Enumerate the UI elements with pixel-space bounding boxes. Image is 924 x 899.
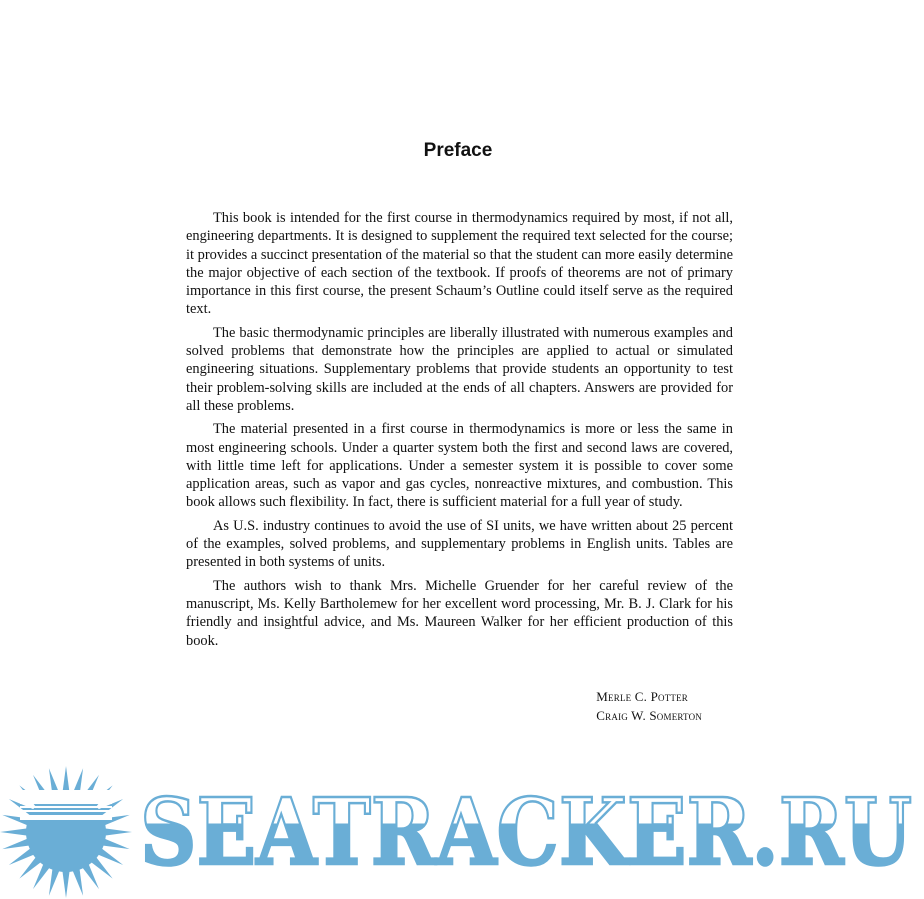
paragraph-2: The basic thermodynamic principles are liberally illustrated with numerous examples and solved problems that demonstrate how the principles are applied to actual or simulated engineering situations. Supplementary problems that provide students an opportunity to test their problem-solving skills are included at the ends of all chapters. Answers are provided for all these problems. (186, 324, 733, 414)
watermark-text: SEATRACKER.RU (140, 778, 912, 886)
watermark (0, 760, 924, 899)
paragraph-1: This book is intended for the first course in thermodynamics required by most, if not all, engineering departments. It is designed to supplement the required text selected for the course; it provides a succinct presentation of the material so that the student can more easily determine the major objective of each section of the textbook. If proofs of theorems are not of primary importance in this first course, the present Schaum’s Outline could itself serve as the required text. (186, 210, 733, 318)
paragraph-4: As U.S. industry continues to avoid the use of SI units, we have written about 25 percent of the examples, solved problems, and supplementary problems in English units. Tables are presented in both systems of units. (186, 517, 733, 571)
paragraph-3: The material presented in a first course in thermodynamics is more or less the same in most engineering schools. Under a quarter system both the first and second laws are covered, with little time left for applications. Under a semester system it is possible to cover some application areas, such as vapor and gas cycles, nonreactive mixtures, and combustion. This book allows such flexibility. In fact, there is sufficient material for a full year of study. (186, 421, 733, 511)
paragraph-5: The authors wish to thank Mrs. Michelle Gruender for her careful review of the manuscript, Ms. Kelly Bartholemew for her excellent word processing, Mr. B. J. Clark for his friendly and insightful advice, and Ms. Maureen Walker for her efficient production of this book. (186, 577, 733, 649)
sun-ray (2, 838, 30, 849)
preface-body (186, 209, 733, 655)
page-title: Preface (423, 140, 493, 161)
sun-ray (104, 828, 132, 835)
author-name: Merle C. Potter (596, 689, 688, 704)
sun-ray (102, 838, 130, 849)
sun-ray (0, 828, 28, 835)
author-name: Craig W. Somerton (596, 708, 702, 723)
sun-ray (72, 868, 83, 896)
sun-ray (49, 868, 60, 896)
author-signatures (596, 687, 702, 725)
sun-ray (62, 870, 69, 898)
sun-ray (62, 766, 69, 794)
sun-icon (0, 766, 132, 898)
